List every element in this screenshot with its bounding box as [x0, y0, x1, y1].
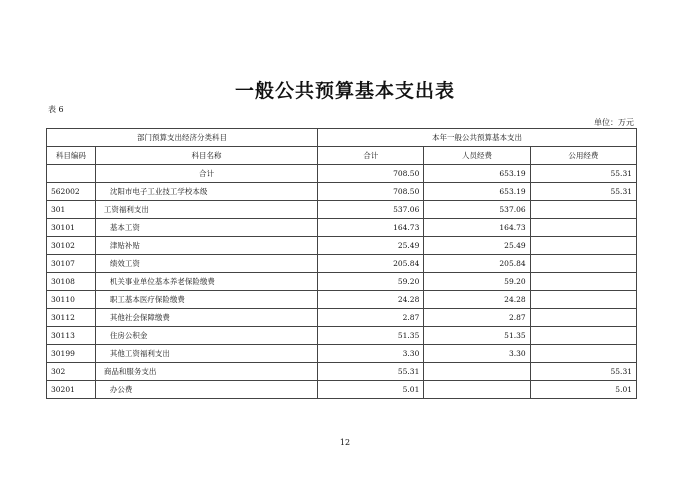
table-row: [47, 237, 637, 255]
cell-code: 30201: [47, 381, 96, 399]
cell-code: 562002: [47, 183, 96, 201]
table-row: [47, 273, 637, 291]
cell-total: 708.50: [318, 165, 424, 183]
cell-name: 其他社会保障缴费: [95, 309, 317, 327]
table-row: [47, 201, 637, 219]
cell-code: [47, 165, 96, 183]
cell-total: 708.50: [318, 183, 424, 201]
cell-name: 机关事业单位基本养老保险缴费: [95, 273, 317, 291]
cell-name: 办公费: [95, 381, 317, 399]
table-row: [47, 345, 637, 363]
table-row: [47, 255, 637, 273]
cell-personnel: 653.19: [424, 183, 530, 201]
cell-name: 基本工资: [95, 219, 317, 237]
cell-public: 55.31: [530, 165, 636, 183]
cell-name: 商品和服务支出: [95, 363, 317, 381]
cell-personnel: [424, 363, 530, 381]
cell-total: 2.87: [318, 309, 424, 327]
cell-code: 30110: [47, 291, 96, 309]
cell-personnel: 205.84: [424, 255, 530, 273]
table-row: [47, 363, 637, 381]
header-group-row: [47, 129, 637, 147]
cell-total: 537.06: [318, 201, 424, 219]
cell-public: [530, 345, 636, 363]
header-group-left: 部门预算支出经济分类科目: [47, 129, 318, 147]
cell-total: 205.84: [318, 255, 424, 273]
cell-name: 住房公积金: [95, 327, 317, 345]
page-title: 一般公共预算基本支出表: [234, 80, 455, 102]
unit-label: 单位：万元: [594, 118, 634, 127]
page-number: 12: [339, 438, 351, 447]
cell-code: 302: [47, 363, 96, 381]
cell-personnel: [424, 381, 530, 399]
cell-code: 30107: [47, 255, 96, 273]
cell-public: 55.31: [530, 363, 636, 381]
table-row: [47, 291, 637, 309]
cell-code: 301: [47, 201, 96, 219]
cell-total: 24.28: [318, 291, 424, 309]
cell-public: 5.01: [530, 381, 636, 399]
cell-name: 其他工资福利支出: [95, 345, 317, 363]
table-row: [47, 219, 637, 237]
cell-public: [530, 273, 636, 291]
table-number: 表 6: [48, 105, 64, 114]
cell-total: 5.01: [318, 381, 424, 399]
cell-public: [530, 219, 636, 237]
cell-public: [530, 327, 636, 345]
cell-total: 51.35: [318, 327, 424, 345]
cell-public: [530, 291, 636, 309]
cell-name: 工资福利支出: [95, 201, 317, 219]
budget-table: [46, 128, 637, 399]
cell-name: 职工基本医疗保险缴费: [95, 291, 317, 309]
table-row: [47, 183, 637, 201]
cell-public: [530, 309, 636, 327]
cell-code: 30112: [47, 309, 96, 327]
col-header-personnel: 人员经费: [424, 147, 530, 165]
cell-personnel: 51.35: [424, 327, 530, 345]
cell-total: 25.49: [318, 237, 424, 255]
cell-personnel: 653.19: [424, 165, 530, 183]
table-row: [47, 309, 637, 327]
cell-code: 30108: [47, 273, 96, 291]
cell-public: 55.31: [530, 183, 636, 201]
cell-public: [530, 201, 636, 219]
cell-name: 津贴补贴: [95, 237, 317, 255]
cell-total: 164.73: [318, 219, 424, 237]
cell-name: 沈阳市电子工业技工学校本级: [95, 183, 317, 201]
cell-personnel: 3.30: [424, 345, 530, 363]
cell-personnel: 25.49: [424, 237, 530, 255]
cell-public: [530, 237, 636, 255]
cell-personnel: 59.20: [424, 273, 530, 291]
cell-public: [530, 255, 636, 273]
cell-code: 30102: [47, 237, 96, 255]
cell-personnel: 2.87: [424, 309, 530, 327]
cell-code: 30199: [47, 345, 96, 363]
header-column-row: [47, 147, 637, 165]
cell-name: 绩效工资: [95, 255, 317, 273]
cell-total: 55.31: [318, 363, 424, 381]
cell-code: 30101: [47, 219, 96, 237]
cell-total: 3.30: [318, 345, 424, 363]
header-group-right: 本年一般公共预算基本支出: [318, 129, 637, 147]
table-row: [47, 327, 637, 345]
cell-total: 59.20: [318, 273, 424, 291]
cell-personnel: 537.06: [424, 201, 530, 219]
cell-personnel: 164.73: [424, 219, 530, 237]
col-header-public: 公用经费: [530, 147, 636, 165]
cell-personnel: 24.28: [424, 291, 530, 309]
col-header-total: 合计: [318, 147, 424, 165]
table-row: [47, 165, 637, 183]
col-header-name: 科目名称: [95, 147, 317, 165]
cell-code: 30113: [47, 327, 96, 345]
col-header-code: 科目编码: [47, 147, 96, 165]
cell-name: 合计: [95, 165, 317, 183]
table-row: [47, 381, 637, 399]
